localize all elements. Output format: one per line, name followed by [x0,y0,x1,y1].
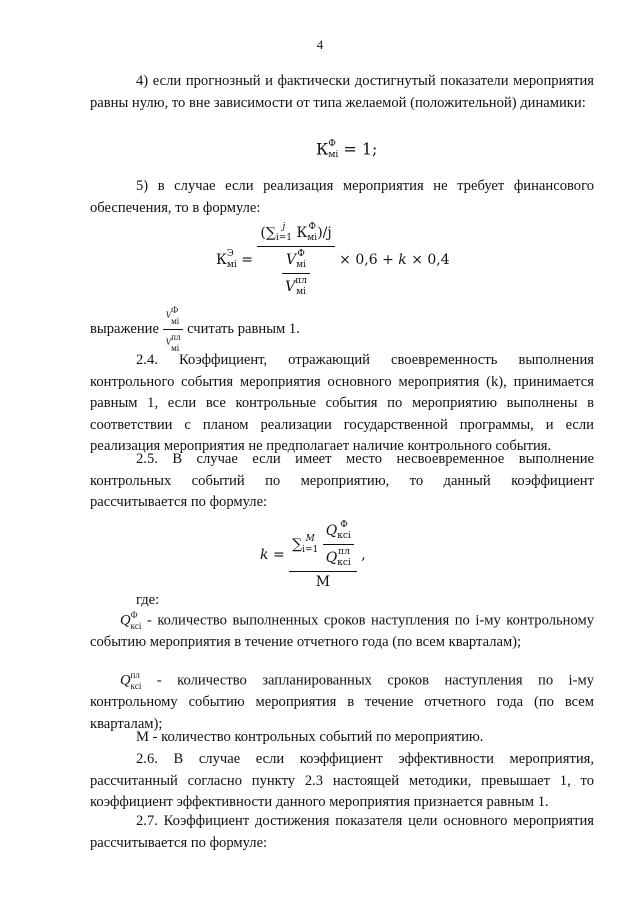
formula3-inner-den [323,545,354,569]
formula1-lhs: К [316,139,329,159]
formula2-k: k [398,252,407,268]
formula2-inner-den [282,274,310,298]
inline-expr-before: выражение [90,320,159,337]
definition-q-plan [90,670,594,735]
formula3-q-bot-indices [337,547,351,569]
formula3-equals: = [272,547,285,563]
formula3-q-top-sup: Ф [340,520,348,530]
formula2-v2-sub: мi [296,287,307,297]
inline-expr-num [163,305,184,330]
formula2-tail2: × 0,4 [411,252,450,268]
formula2-numerator [257,222,334,247]
def1-symbol: Q [120,612,131,629]
def2-sup: пл [130,670,140,680]
formula2-sum: (∑ [260,225,276,241]
formula2-lhs-sup: Э [226,249,234,259]
formula1-indices [328,139,338,161]
formula3-q-bot: Q [325,550,338,566]
formula3-q-bot-sup: пл [338,547,350,557]
formula3-denominator: М [315,574,331,590]
paragraph-2-6: 2.6. В случае если коэффициент эффективности мероприятия, рассчитанный согласно пункту 2.3 настоящей методики, превышает 1, то коэффициент эффективности данного мероприятия признается равным 1. [90,751,594,811]
paragraph-2-7: 2.7. Коэффициент достижения показателя цели основного мероприятия рассчитывается по формуле: [90,813,594,851]
definition-q-fact [90,610,594,654]
inline-expr-num-indices [171,305,179,327]
inline-expr-den-sup: пл [171,332,181,342]
def1-sub: кci [130,621,142,631]
formula2-lhs-sub: мi [226,260,237,270]
formula2-sum-top: j [282,222,286,232]
formula2-lhs-indices [227,249,237,271]
inline-expr-num-sup: Ф [171,305,179,315]
where-label: где: [136,592,160,608]
def1-text: - количество выполненных сроков наступления по i-му контрольному событию мероприятия в течение отчетного года (по всем кварталам); [90,612,594,650]
formula3-sum: ∑ [292,536,303,553]
formula2-num-close: )/j [317,225,332,241]
formula3-numerator [289,520,357,572]
formula2-sum-bottom: i=1 [275,233,292,243]
paragraph-2-4: 2.4. Коэффициент, отражающий своевременность выполнения контрольного события мероприятия основного мероприятия (k), принимается равным 1, если все контрольные события по мероприятию выполнены в соответствии с планом реализации государственной программы, и если реализация мероприятия не предполагает наличие контрольного события. [90,352,594,455]
formula3-sum-limits [302,534,318,556]
formula2-equals: = [241,252,253,268]
formula-k-timeliness [260,520,366,590]
formula3-q-bot-sub: кci [337,558,351,568]
inline-expr-fraction [163,305,184,354]
inline-expr-num-sub: мi [171,316,180,326]
formula3-fraction [289,520,357,590]
formula2-num-k-indices [307,222,317,244]
formula-k-fact-equals-one [316,139,377,161]
formula2-inner-num [282,249,310,274]
formula3-sum-bottom: i=1 [302,544,319,555]
formula1-sup: Ф [328,139,336,149]
formula2-denominator [257,247,334,298]
formula3-comma: , [361,547,366,563]
inline-expr-num-v: V [165,310,172,321]
formula2-num-k: К [296,225,308,241]
formula3-q-top-sub: кci [337,531,351,541]
page-number: 4 [316,37,324,52]
formula2-v2-indices [295,276,307,298]
paragraph-item-4: 4) если прогнозный и фактически достигнутый показатели мероприятия равны нулю, то вне зависимости от типа желаемой (положительной) динамики: [90,73,594,111]
def2-text: - количество запланированных сроков наступления по i-му контрольному событию мероприятия в течение отчетного года (по всем кварталам); [90,672,594,732]
formula2-v1: V [286,252,297,268]
formula2-v1-indices [296,249,306,271]
formula3-q-top: Q [325,523,338,539]
formula3-lhs: k [260,547,269,563]
formula2-sum-limits [276,222,292,244]
formula3-inner-fraction [323,520,354,569]
formula2-tail: × 0,6 + [339,252,394,268]
inline-expr-after: считать равным 1. [187,320,300,337]
def1-indices [131,610,142,632]
paragraph-inline-expression [90,305,594,354]
formula2-fraction [257,222,334,298]
formula2-v1-sup: Ф [297,249,305,259]
formula2-v2-sup: пл [295,276,307,286]
def2-symbol: Q [120,672,131,689]
formula2-num-k-sup: Ф [308,222,316,232]
def1-sup: Ф [130,610,138,620]
formula1-rhs: = 1; [343,139,378,159]
formula2-num-k-sub: мi [307,233,318,243]
formula1-sub: мi [328,150,339,160]
formula3-q-top-indices [337,520,351,542]
formula2-v2: V [285,279,296,295]
formula3-sum-top: M [305,533,315,544]
inline-expr-den-v: V [165,337,172,348]
formula2-lhs: К [216,252,227,268]
inline-expr-den-sub: мi [171,343,180,353]
definition-m: М - количество контрольных событий по мероприятию. [136,729,484,745]
def2-indices [131,670,142,692]
paragraph-item-5: 5) в случае если реализация мероприятия не требует финансового обеспечения, то в формуле: [90,178,594,216]
formula-k-efficiency [216,222,450,298]
formula2-inner-fraction [282,249,310,298]
formula3-inner-num [323,520,354,545]
paragraph-2-5: 2.5. В случае если имеет место несвоевременное выполнение контрольных событий по мероприятию, то данный коэффициент рассчитывается по формуле: [90,451,594,511]
def2-sub: кci [130,681,142,691]
formula2-v1-sub: мi [296,260,307,270]
